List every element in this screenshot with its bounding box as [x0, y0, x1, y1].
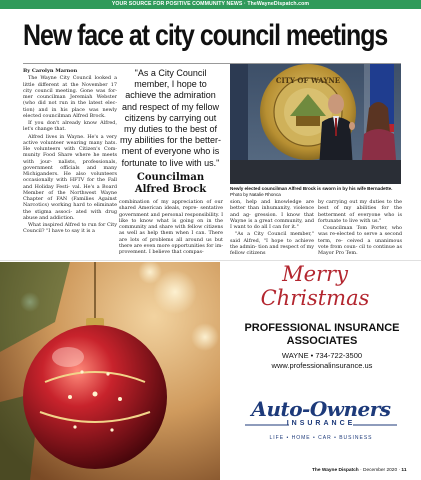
agency-website: www.professionalinsurance.us [271, 361, 373, 370]
article-column-2 [119, 199, 223, 256]
article-paragraph: sion, help and knowledge are better than inhumanity, violence and ag- gression. I know that Wayne is a great community, and I want to do all I can for it." [230, 199, 314, 230]
page-number: 11 [401, 468, 407, 473]
caption-text: Newly elected councilman Alfred Brock is sworn in by his wife Bernadette. [230, 186, 393, 191]
logo-subtitle: INSURANCE [286, 420, 356, 427]
article-paragraph: combination of my appreciation of our shared American ideals, repre- sentative government and personal responsibility. I like to know what is going on in the community and share with fellow citizens as well as help them when I can. There are lots of problems all around us but there are even more opportunities for im- provement. I believe that compas- [119, 199, 223, 255]
ornament-icon [0, 262, 220, 480]
agency-block [222, 322, 421, 371]
seal-text: CITY OF WAYNE [275, 76, 341, 85]
section-divider [0, 260, 421, 261]
article-paragraph: Councilman Tom Porter, who was re-elected to serve a second term, re- ceived a unanimous vote from coun- cil to continue as Mayor Pro Tem. [318, 225, 402, 256]
christmas-ornament-photo [0, 262, 220, 480]
photo-illustration [230, 64, 401, 184]
article-paragraph: Alfred lives in Wayne. He's a very active volunteer wearing many hats. He volunteers with Citizen's Com- munity Food Share where he meets with jour- nalists, professionals, government officials and many Michiganders. He also volunteers occasionally with HFTV for the Fall and Holiday Festi- val. He's a Board Member of the Northwest Wayne Chapter of FAN (Families Against Narcotics) working hard to eliminate the stigma associ- ated with drug abuse and addiction. [23, 133, 117, 221]
byline: By Carolyn Marnon [23, 68, 78, 74]
logo-title: Auto-Owners [251, 397, 391, 421]
greeting-line-1: Merry [282, 262, 348, 286]
article-paragraph: What inspired Alfred to run for City Council? "I have to say it is a [23, 222, 117, 235]
article-paragraph: by carrying out my duties to the best of my abilities for the betterment of everyone who is fortunate to live with us." [318, 199, 402, 224]
pull-quote [119, 68, 222, 196]
issue-date: · December 2020 · [358, 468, 402, 473]
article-paragraph: If you don't already know Alfred, let's change that. [23, 120, 117, 133]
auto-owners-logo [240, 398, 402, 448]
article-column-1 [23, 68, 117, 236]
article-paragraph: The Wayne City Council looked a little different at the November 17 city council meeting. Gone was for- mer councilman Jeremiah Webster (who did not run in the latest elec- tion) and in his place was newly elected councilman Alfred Brock. [23, 75, 117, 119]
article-column-3 [230, 199, 314, 257]
headline: New face at city council meetings [23, 19, 388, 52]
article-column-4 [318, 199, 402, 257]
agency-name-line-1: PROFESSIONAL INSURANCE [244, 322, 400, 334]
attribution-title: Councilman [136, 171, 205, 183]
section-banner: YOUR SOURCE FOR POSITIVE COMMUNITY NEWS · TheWayneDispatch.com [0, 0, 421, 9]
page-footer [312, 467, 407, 474]
holiday-greeting [250, 262, 380, 310]
pull-quote-attribution [119, 172, 222, 196]
swearing-in-photo [230, 64, 401, 184]
agency-name-line-2: ASSOCIATES [286, 335, 358, 347]
photo-caption [230, 186, 403, 198]
logo-tagline: LIFE • HOME • CAR • BUSINESS [269, 435, 373, 441]
agency-phone: WAYNE • 734-722-3500 [281, 351, 363, 360]
attribution-name: Alfred Brock [134, 183, 207, 195]
pull-quote-text: "As a City Council member, I hope to achieve the admiration and respect of my fellow citizens by carrying out my duties to the best of my abilities for the better- ment of everyone who is fortunate to live with us." [119, 68, 222, 168]
photo-credit: Photo by Natalie Rhonca [230, 192, 281, 197]
publication-name: The Wayne Dispatch [312, 468, 359, 473]
greeting-line-2: Christmas [260, 286, 370, 310]
article-paragraph: "As a City Council member," said Alfred, "I hope to achieve the admin- tion and respect of my fellow citizens [230, 231, 314, 256]
